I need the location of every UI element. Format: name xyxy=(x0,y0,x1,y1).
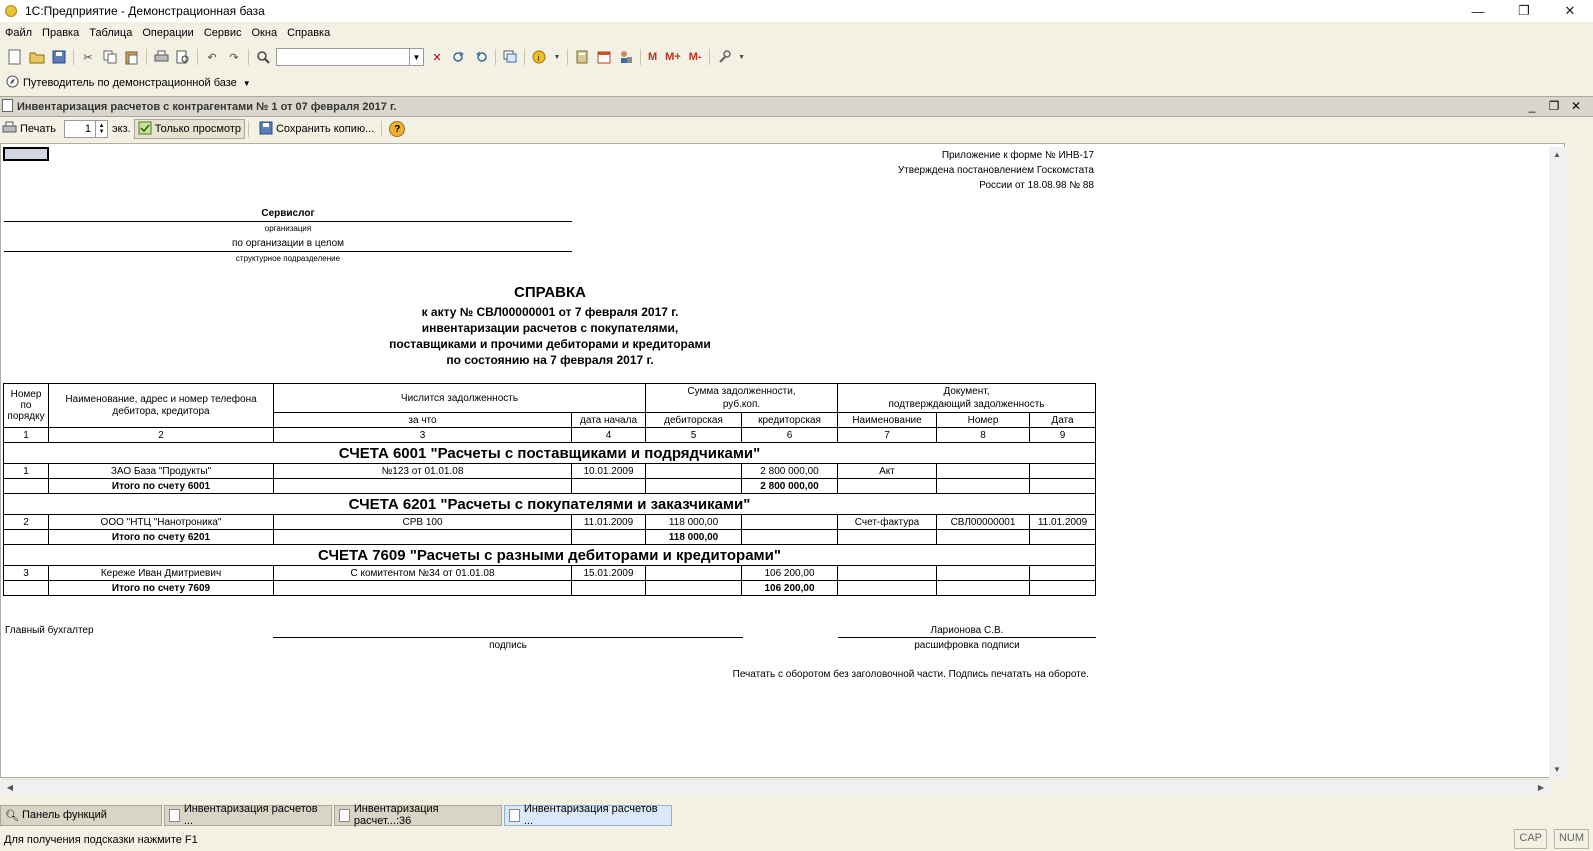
col-num: 3 xyxy=(274,428,572,443)
save-copy-button[interactable] xyxy=(255,119,378,139)
cell xyxy=(937,479,1030,494)
task-label: Инвентаризация расчет...:36 xyxy=(353,803,439,827)
section-title: СЧЕТА 6001 "Расчеты с поставщиками и подрядчиками" xyxy=(4,443,1096,464)
header-name: Наименование, адрес и номер телефона дебитора, кредитора xyxy=(49,384,274,428)
cell: 2 xyxy=(4,515,49,530)
cell xyxy=(646,581,742,596)
cell xyxy=(4,530,49,545)
cell: СРВ 100 xyxy=(274,515,572,530)
copies-stepper[interactable] xyxy=(64,120,108,138)
cell: ЗАО База "Продукты" xyxy=(49,464,274,479)
toolbar-separator xyxy=(524,49,525,65)
cell: 11.01.2009 xyxy=(572,515,646,530)
cell: Итого по счету 6201 xyxy=(49,530,274,545)
cell xyxy=(838,479,937,494)
task-document-3[interactable] xyxy=(504,805,672,826)
print-toolbar xyxy=(0,118,1593,140)
selected-cell[interactable] xyxy=(3,147,49,161)
search-input[interactable] xyxy=(277,49,409,65)
print-button[interactable]: Печать xyxy=(20,123,57,135)
view-only-icon xyxy=(138,121,152,138)
chevron-down-icon[interactable]: ▼ xyxy=(242,78,251,88)
main-toolbar xyxy=(0,44,1593,70)
header-listed: Числится задолженность xyxy=(274,384,646,413)
cell: ООО "НТЦ "Нанотроника" xyxy=(49,515,274,530)
organization-caption: организация xyxy=(264,224,312,233)
toolbar-separator xyxy=(709,49,710,65)
memory-minus-button[interactable]: M- xyxy=(688,51,702,63)
cut-icon[interactable]: ✂ xyxy=(83,51,93,64)
search-combo[interactable] xyxy=(276,48,424,66)
cell: Счет-фактура xyxy=(838,515,937,530)
menu-table[interactable]: Таблица xyxy=(89,26,133,39)
cell: Акт xyxy=(838,464,937,479)
cell xyxy=(1030,581,1096,596)
cell: Кереже Иван Дмитриевич xyxy=(49,566,274,581)
col-num: 4 xyxy=(572,428,646,443)
cell: 15.01.2009 xyxy=(572,566,646,581)
appendix-line-2: Утверждена постановлением Госкомстата xyxy=(897,165,1094,176)
cell xyxy=(4,479,49,494)
num-indicator: NUM xyxy=(1554,829,1589,849)
header-doc-name: Наименование xyxy=(838,413,937,428)
header-debit: дебиторская xyxy=(646,413,742,428)
col-num: 8 xyxy=(937,428,1030,443)
cell: 106 200,00 xyxy=(742,581,838,596)
redo-icon[interactable]: ↷ xyxy=(229,51,239,64)
compass-icon xyxy=(6,75,19,91)
cell: 118 000,00 xyxy=(646,515,742,530)
new-document-icon[interactable] xyxy=(7,49,23,65)
scroll-down-icon[interactable]: ▼ xyxy=(1553,765,1561,774)
memory-plus-button[interactable]: M+ xyxy=(665,51,681,63)
save-icon xyxy=(259,121,273,138)
document-icon xyxy=(339,809,350,822)
doc-close-button[interactable]: ✕ xyxy=(1570,99,1582,113)
cell: 106 200,00 xyxy=(742,566,838,581)
task-document-2[interactable] xyxy=(334,805,502,826)
cell xyxy=(274,479,572,494)
scroll-right-icon[interactable]: ▶ xyxy=(1537,783,1545,792)
cell: 10.01.2009 xyxy=(572,464,646,479)
cell xyxy=(937,530,1030,545)
find-prev-icon[interactable] xyxy=(473,49,489,65)
cell xyxy=(4,581,49,596)
cell: Итого по счету 6001 xyxy=(49,479,274,494)
header-start-date: дата начала xyxy=(572,413,646,428)
cell: 118 000,00 xyxy=(646,530,742,545)
total-row xyxy=(4,530,1096,545)
svg-text:i: i xyxy=(537,53,540,63)
toolbar-separator xyxy=(567,49,568,65)
cell xyxy=(838,566,937,581)
chevron-down-icon[interactable]: ▼ xyxy=(409,49,423,65)
subheading-line-3: поставщиками и прочими дебиторами и кредиторами xyxy=(389,337,711,351)
cell xyxy=(274,530,572,545)
print-icon[interactable] xyxy=(2,121,17,138)
document-icon xyxy=(509,809,520,822)
guide-bar xyxy=(0,72,1593,94)
cell xyxy=(1030,530,1096,545)
copy-icon[interactable] xyxy=(102,49,118,65)
col-num: 7 xyxy=(838,428,937,443)
menu-windows[interactable]: Окна xyxy=(251,26,278,39)
find-next-icon[interactable] xyxy=(451,49,467,65)
clear-search-icon[interactable]: ✕ xyxy=(432,51,442,64)
cell xyxy=(646,464,742,479)
toolbar-separator xyxy=(248,121,249,137)
total-row xyxy=(4,581,1096,596)
cell: 11.01.2009 xyxy=(1030,515,1096,530)
view-only-button[interactable] xyxy=(134,119,245,139)
window-title: 1С:Предприятие - Демонстрационная база xyxy=(25,4,265,18)
cell xyxy=(572,479,646,494)
cell xyxy=(1030,479,1096,494)
header-doc-date: Дата xyxy=(1030,413,1096,428)
status-bar xyxy=(0,829,1593,851)
save-icon[interactable] xyxy=(51,49,67,65)
cell xyxy=(742,530,838,545)
signer-line xyxy=(838,637,1096,638)
col-num: 2 xyxy=(49,428,274,443)
chief-accountant-label: Главный бухгалтер xyxy=(5,625,94,636)
task-document-1[interactable] xyxy=(164,805,332,826)
menu-help[interactable]: Справка xyxy=(287,26,331,39)
scroll-left-icon[interactable]: ◀ xyxy=(6,783,14,792)
doc-restore-button[interactable]: ❐ xyxy=(1548,99,1560,113)
signer-caption: расшифровка подписи xyxy=(914,640,1020,651)
section-title: СЧЕТА 7609 "Расчеты с разными дебиторами и кредиторами" xyxy=(4,545,1096,566)
stepper-arrows[interactable]: ▲ ▼ xyxy=(95,121,107,137)
settings-wrench-icon[interactable] xyxy=(716,49,732,65)
menu-file[interactable]: Файл xyxy=(5,26,33,39)
title-bar xyxy=(0,0,1593,22)
vertical-scrollbar[interactable] xyxy=(1549,147,1565,778)
header-number: Номер по порядку xyxy=(4,384,49,428)
toolbar-separator xyxy=(381,121,382,137)
toolbar-separator xyxy=(495,49,496,65)
close-button[interactable]: ✕ xyxy=(1564,3,1576,18)
print-icon[interactable] xyxy=(153,49,169,65)
cell xyxy=(838,530,937,545)
table-row xyxy=(4,566,1096,581)
col-num: 5 xyxy=(646,428,742,443)
col-num: 1 xyxy=(4,428,49,443)
col-num: 6 xyxy=(742,428,838,443)
header-document: Документ, подтверждающий задолженность xyxy=(838,384,1096,413)
subheading-line-2: инвентаризации расчетов с покупателями, xyxy=(421,321,679,335)
document-window-title: Инвентаризация расчетов с контрагентами № 1 от 07 февраля 2017 г. xyxy=(17,100,397,113)
menu-edit[interactable]: Правка xyxy=(42,26,80,39)
status-hint: Для получения подсказки нажмите F1 xyxy=(4,834,198,846)
maximize-button[interactable]: ❐ xyxy=(1518,3,1530,18)
header-sum: Сумма задолженности, руб.коп. xyxy=(646,384,838,413)
toolbar-separator xyxy=(248,49,249,65)
print-preview-icon[interactable] xyxy=(175,49,191,65)
col-num: 9 xyxy=(1030,428,1096,443)
memory-button[interactable]: M xyxy=(648,51,658,63)
document-window-header xyxy=(0,96,1593,117)
cell: С комитентом №34 от 01.01.08 xyxy=(274,566,572,581)
search-icon[interactable] xyxy=(255,49,271,65)
header-credit: кредиторская xyxy=(742,413,838,428)
caps-indicator: CAP xyxy=(1514,829,1547,849)
cell: №123 от 01.01.08 xyxy=(274,464,572,479)
cell xyxy=(646,566,742,581)
header-for-what: за что xyxy=(274,413,572,428)
menu-bar xyxy=(0,23,1593,42)
cell xyxy=(1030,566,1096,581)
cell xyxy=(1030,464,1096,479)
total-row xyxy=(4,479,1096,494)
appendix-line-1: Приложение к форме № ИНВ-17 xyxy=(941,150,1094,161)
window-taskbar xyxy=(0,803,1593,827)
toolbar-separator xyxy=(640,49,641,65)
toolbar-separator xyxy=(73,49,74,65)
document-icon xyxy=(2,99,13,115)
cell xyxy=(937,581,1030,596)
doc-minimize-button[interactable]: _ xyxy=(1528,99,1536,113)
table-row xyxy=(4,515,1096,530)
document-icon xyxy=(169,809,180,822)
guide-link[interactable]: Путеводитель по демонстрационной базе xyxy=(23,77,237,89)
toolbar-separator xyxy=(146,49,147,65)
organization-name: Сервислог xyxy=(261,208,315,219)
cell: Итого по счету 7609 xyxy=(49,581,274,596)
task-label: Инвентаризация расчетов ... xyxy=(183,803,318,827)
open-folder-icon[interactable] xyxy=(29,49,45,65)
document-heading: СПРАВКА xyxy=(514,284,586,301)
cell xyxy=(646,479,742,494)
scroll-up-icon[interactable]: ▲ xyxy=(1553,150,1561,159)
help-icon[interactable]: ? xyxy=(389,121,405,137)
toolbar-separator xyxy=(197,49,198,65)
copies-input[interactable]: 1 xyxy=(84,123,92,135)
cell xyxy=(937,464,1030,479)
info-icon[interactable] xyxy=(531,49,547,65)
horizontal-scrollbar[interactable] xyxy=(2,779,1549,795)
column-number-row xyxy=(4,428,1096,443)
cell: СВЛ00000001 xyxy=(937,515,1030,530)
dropdown-arrow-icon[interactable]: ▼ xyxy=(553,53,561,61)
view-only-label: Только просмотр xyxy=(154,123,241,135)
section-title: СЧЕТА 6201 "Расчеты с покупателями и заказчиками" xyxy=(4,494,1096,515)
copies-unit: экз. xyxy=(112,123,131,135)
signature-line xyxy=(273,637,743,638)
cell xyxy=(838,581,937,596)
header-doc-number: Номер xyxy=(937,413,1030,428)
appendix-line-3: России от 18.08.98 № 88 xyxy=(979,180,1094,191)
cell: 2 800 000,00 xyxy=(742,479,838,494)
calculator-icon[interactable] xyxy=(574,49,590,65)
save-copy-label: Сохранить копию... xyxy=(275,123,375,135)
department-name: по организации в целом xyxy=(231,238,345,249)
department-caption: структурное подразделение xyxy=(235,254,341,263)
search-icon: 🔍︎ xyxy=(5,809,19,822)
cell xyxy=(572,530,646,545)
cell xyxy=(572,581,646,596)
signature-caption: подпись xyxy=(489,640,527,651)
cell: 3 xyxy=(4,566,49,581)
cell xyxy=(274,581,572,596)
task-function-panel[interactable] xyxy=(0,805,162,826)
users-icon[interactable] xyxy=(618,49,634,65)
windows-icon[interactable] xyxy=(502,49,518,65)
org-underline xyxy=(4,221,572,222)
footer-note: Печатать с оборотом без заголовочной части. Подпись печатать на обороте. xyxy=(732,669,1089,680)
cell xyxy=(937,566,1030,581)
menu-operations[interactable]: Операции xyxy=(142,26,194,39)
table-row xyxy=(4,464,1096,479)
app-logo-icon xyxy=(5,5,17,17)
cell xyxy=(742,515,838,530)
dept-underline xyxy=(4,251,572,252)
cell: 2 800 000,00 xyxy=(742,464,838,479)
undo-icon[interactable]: ↶ xyxy=(207,51,217,64)
cell: 1 xyxy=(4,464,49,479)
paste-icon[interactable] xyxy=(124,49,140,65)
subheading-line-1: к акту № СВЛ00000001 от 7 февраля 2017 г. xyxy=(421,305,679,319)
dropdown-arrow-icon[interactable]: ▼ xyxy=(738,53,746,61)
report-table xyxy=(3,383,1096,596)
calendar-icon[interactable] xyxy=(596,49,612,65)
task-label: Панель функций xyxy=(21,809,107,821)
subheading-line-4: по состоянию на 7 февраля 2017 г. xyxy=(446,353,654,367)
task-label: Инвентаризация расчетов ... xyxy=(523,803,658,827)
minimize-button[interactable]: — xyxy=(1471,3,1485,19)
menu-service[interactable]: Сервис xyxy=(203,26,242,39)
signer-name: Ларионова С.В. xyxy=(930,625,1004,636)
